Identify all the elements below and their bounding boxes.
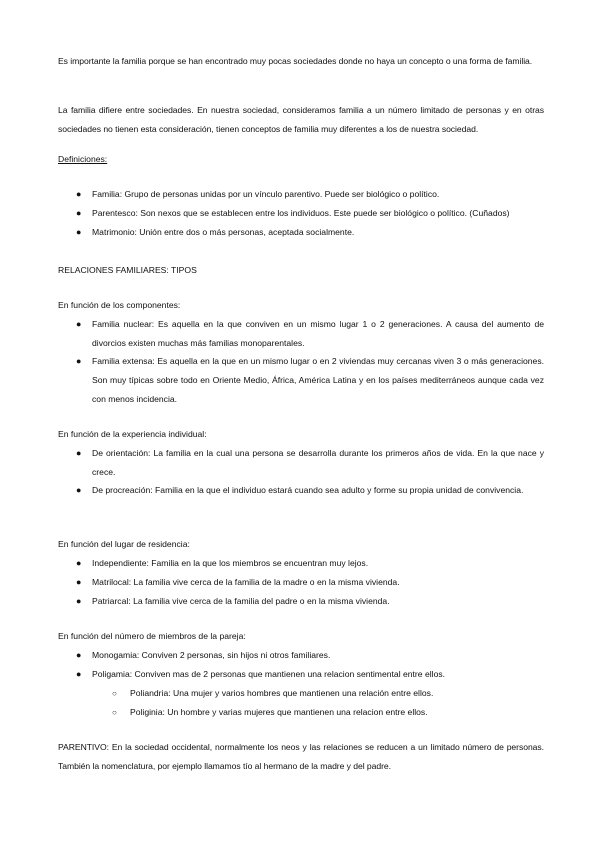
bullet-icon: ● xyxy=(76,669,82,679)
intro-paragraph-1: Es importante la familia porque se han encontrado muy pocas sociedades donde no haya un concepto o una forma de familia. xyxy=(58,56,533,66)
circle-bullet-icon: ○ xyxy=(112,708,117,717)
poligamia-item: Poligamia: Conviven mas de 2 personas que mantienen una relacion sentimental entre ellos. xyxy=(92,669,446,679)
bullet-icon: ● xyxy=(76,319,82,329)
experiencia-heading: En función de la experiencia individual: xyxy=(58,429,207,439)
residencia-heading: En función del lugar de residencia: xyxy=(58,539,190,549)
pareja-heading: En función del número de miembros de la pareja: xyxy=(58,631,246,641)
bullet-icon: ● xyxy=(76,650,82,660)
poliginia-item: Poliginia: Un hombre y varias mujeres que mantienen una relacion entre ellos. xyxy=(130,707,428,717)
patriarcal-item: Patriarcal: La familia vive cerca de la familia del padre o en la misma vivienda. xyxy=(92,596,390,606)
bullet-icon: ● xyxy=(76,485,82,495)
bullet-icon: ● xyxy=(76,227,82,237)
componentes-heading: En función de los componentes: xyxy=(58,300,181,310)
independiente-item: Independiente: Familia en la que los miembros se encuentran muy lejos. xyxy=(92,558,369,568)
parentivo-paragraph: PARENTIVO: En la sociedad occidental, normalmente los neos y las relaciones se reducen a un limitado número de personas. También la nomenclatura, por ejemplo llamamos tío al hermano de la madre y del padre. xyxy=(58,742,544,771)
bullet-icon: ● xyxy=(76,558,82,568)
definicion-parentesco: Parentesco: Son nexos que se establecen entre los individuos. Este puede ser biológico o político. (Cuñados) xyxy=(92,208,510,218)
definiciones-heading: Definiciones: xyxy=(58,154,108,164)
bullet-icon: ● xyxy=(76,448,82,458)
orientacion-item: De orientación: La familia en la cual una persona se desarrolla durante los primeros años de vida. En la que nace y crece. xyxy=(92,448,544,477)
bullet-icon: ● xyxy=(76,356,82,366)
relaciones-heading: RELACIONES FAMILIARES: TIPOS xyxy=(58,265,197,275)
circle-bullet-icon: ○ xyxy=(112,689,117,698)
bullet-icon: ● xyxy=(76,189,82,199)
definicion-familia: Familia: Grupo de personas unidas por un vínculo parentivo. Puede ser biológico o político. xyxy=(92,189,440,199)
intro-paragraph-2: La familia difiere entre sociedades. En nuestra sociedad, consideramos familia a un número limitado de personas y en otras sociedades no tienen esta consideración, tienen conceptos de familia muy diferentes a los de nuestra sociedad. xyxy=(58,105,544,134)
monogamia-item: Monogamia: Conviven 2 personas, sin hijos ni otros familiares. xyxy=(92,650,331,660)
bullet-icon: ● xyxy=(76,208,82,218)
matrilocal-item: Matrilocal: La familia vive cerca de la familia de la madre o en la misma vivienda. xyxy=(92,577,400,587)
poliandria-item: Poliandria: Una mujer y varios hombres que mantienen una relación entre ellos. xyxy=(130,688,434,698)
bullet-icon: ● xyxy=(76,596,82,606)
familia-nuclear-item: Familia nuclear: Es aquella en la que conviven en un mismo lugar 1 o 2 generaciones. A causa del aumento de divorcios existen muchas más familias monoparentales. xyxy=(92,319,544,348)
bullet-icon: ● xyxy=(76,577,82,587)
procreacion-item: De procreación: Familia en la que el individuo estará cuando sea adulto y forme su propia unidad de convivencia. xyxy=(92,485,524,495)
definicion-matrimonio: Matrimonio: Unión entre dos o más personas, aceptada socialmente. xyxy=(92,227,355,237)
familia-extensa-item: Familia extensa: Es aquella en la que en un mismo lugar o en 2 viviendas muy cercanas viven 3 o más generaciones. Son muy típicas sobre todo en Oriente Medio, África, América Latina y en los países mediterráneos aunque cada vez con menos incidencia. xyxy=(92,356,544,404)
